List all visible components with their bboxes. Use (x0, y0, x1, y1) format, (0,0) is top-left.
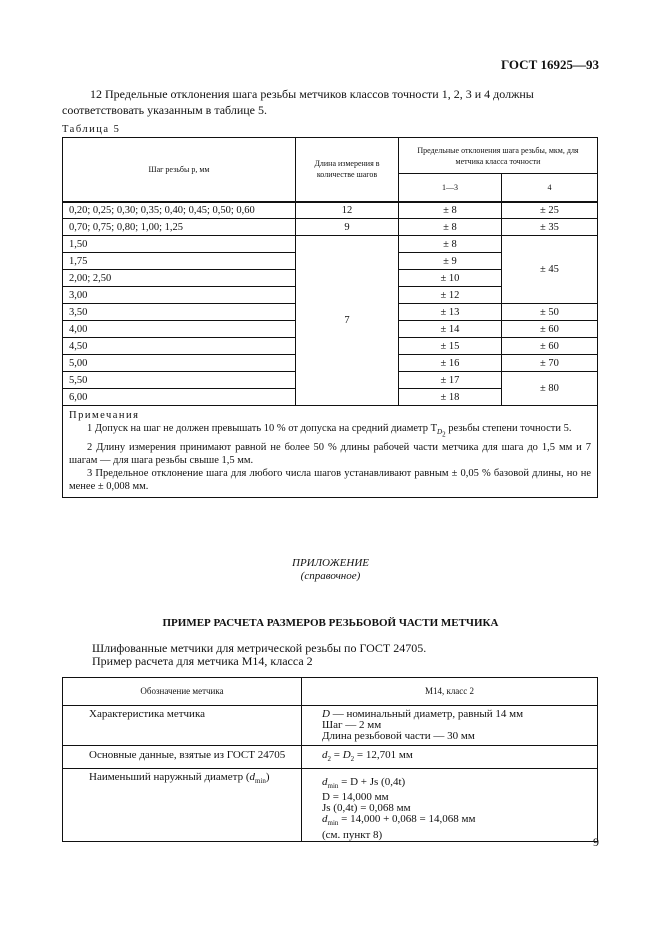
note-1: 1 Допуск на шаг не должен превышать 10 % от допуска на средний диаметр T (87, 423, 438, 434)
note-3: 3 Предельное отклонение шага для любого числа шагов устанавливают равным ± 0,05 % базовой длины, но не менее ± 0,008 мм. (69, 468, 591, 493)
cell-pitch: 6,00 (63, 389, 296, 406)
paragraph-12-line2: соответствовать указанным в таблице 5. (62, 103, 268, 117)
example-r3-label-end: ) (265, 771, 270, 784)
cell-class-4-merged: ± 45 (502, 236, 598, 304)
cell-class-1-3: ± 17 (399, 372, 502, 389)
example-col1-header: Обозначение метчика (63, 678, 302, 706)
example-r3-l2: D = 14,000 мм (322, 791, 389, 804)
cell-class-1-3: ± 15 (399, 338, 502, 355)
cell-class-1-3: ± 13 (399, 304, 502, 321)
cell-pitch: 2,00; 2,50 (63, 270, 296, 287)
example-r2-value: $d_2 = D_2 = 12,701$ мм (302, 746, 598, 769)
example-r3-l5: (см. пункт 8) (322, 828, 383, 841)
cell-class-4: ± 25 (502, 202, 598, 219)
header-class-1-3: 1—3 (399, 174, 502, 202)
cell-class-1-3: ± 8 (399, 219, 502, 236)
cell-pitch: 3,50 (63, 304, 296, 321)
cell-class-4: ± 50 (502, 304, 598, 321)
cell-class-1-3: ± 18 (399, 389, 502, 406)
notes-row (63, 406, 598, 498)
cell-class-1-3: ± 8 (399, 236, 502, 253)
header-deviation: Предельные отклонения шага резьбы, мкм, для метчика класса точности (399, 138, 598, 174)
cell-length-merged: 7 (296, 236, 399, 406)
appendix-intro-2: Пример расчета для метчика М14, класса 2 (92, 654, 313, 668)
example-table (62, 677, 598, 842)
cell-pitch: 4,00 (63, 321, 296, 338)
example-r1-l1: — номинальный диаметр, равный 14 мм (329, 708, 524, 720)
example-r3-l4: = 14,000 + 0,068 = 14,068 мм (341, 813, 476, 826)
example-r1-l3: Длина резьбовой части — 30 мм (322, 730, 475, 742)
cell-class-4: ± 70 (502, 355, 598, 372)
appendix-label: ПРИЛОЖЕНИЕ (292, 557, 369, 569)
paragraph-12 (62, 86, 598, 118)
cell-class-1-3: ± 8 (399, 202, 502, 219)
appendix-intro-1: Шлифованные метчики для метрической резьбы по ГОСТ 24705. (92, 641, 427, 655)
example-col2-header: М14, класс 2 (302, 678, 598, 706)
example-r2-label: Основные данные, взятые из ГОСТ 24705 (63, 746, 302, 769)
document-header: ГОСТ 16925—93 (500, 57, 599, 72)
table-5 (62, 137, 598, 498)
cell-class-1-3: ± 14 (399, 321, 502, 338)
example-r3-label-sym: d (249, 771, 256, 784)
cell-class-1-3: ± 12 (399, 287, 502, 304)
table-row (63, 236, 598, 253)
cell-class-1-3: ± 16 (399, 355, 502, 372)
table-row (63, 746, 598, 769)
cell-pitch: 3,00 (63, 287, 296, 304)
cell-pitch: 5,00 (63, 355, 296, 372)
cell-pitch: 0,70; 0,75; 0,80; 1,00; 1,25 (63, 219, 296, 236)
table-row (63, 219, 598, 236)
example-r3-l1: = D + Js (0,4t) (341, 776, 406, 789)
example-r2-text: = 12,701 мм (356, 749, 413, 761)
header-class-4: 4 (502, 174, 598, 202)
cell-class-4: ± 60 (502, 338, 598, 355)
cell-class-1-3: ± 9 (399, 253, 502, 270)
table-notes (63, 406, 598, 498)
table5-caption: Таблица 5 (62, 124, 121, 135)
example-r1-value (302, 706, 598, 746)
cell-pitch: 1,50 (63, 236, 296, 253)
example-r1-label: Характеристика метчика (63, 706, 302, 746)
cell-class-1-3: ± 10 (399, 270, 502, 287)
appendix-sublabel: (справочное) (300, 570, 361, 582)
table-row (63, 769, 598, 841)
cell-pitch: 1,75 (63, 253, 296, 270)
note-1-end: резьбы степени точности 5. (445, 423, 572, 434)
example-r3-label-text: Наименьший наружный диаметр ( (89, 771, 250, 784)
table-row (63, 706, 598, 746)
header-length: Длина измерения в количестве шагов (296, 138, 399, 202)
appendix-title: ПРИМЕР РАСЧЕТА РАЗМЕРОВ РЕЗЬБОВОЙ ЧАСТИ МЕТЧИКА (162, 617, 499, 629)
cell-length: 9 (296, 219, 399, 236)
cell-pitch: 5,50 (63, 372, 296, 389)
cell-length: 12 (296, 202, 399, 219)
example-r3-label (63, 769, 302, 841)
cell-class-4: ± 35 (502, 219, 598, 236)
note-1-sub: D (437, 428, 443, 437)
header-pitch: Шаг резьбы p, мм (63, 138, 296, 202)
paragraph-12-line1: 12 Предельные отклонения шага резьбы метчиков классов точности 1, 2, 3 и 4 должны (90, 87, 534, 101)
table-row (63, 202, 598, 219)
example-r1-var: D (322, 708, 330, 720)
example-r3-l3: Js (0,4t) = 0,068 мм (322, 802, 411, 815)
cell-class-4: ± 60 (502, 321, 598, 338)
example-r1-l2: Шаг — 2 мм (322, 719, 382, 731)
note-1-subsub: 2 (442, 430, 446, 439)
cell-pitch: 0,20; 0,25; 0,30; 0,35; 0,40; 0,45; 0,50; 0,60 (63, 202, 296, 219)
cell-class-4-merged: ± 80 (502, 372, 598, 406)
page-number: 9 (593, 835, 599, 849)
note-2: 2 Длину измерения принимают равной не более 50 % длины рабочей части метчика для шага до 1,5 мм и 7 шагам — для шага резьбы свыше 1,5 мм. (69, 442, 591, 467)
example-r3-label-sub: min (255, 777, 266, 786)
notes-title: Примечания (69, 410, 140, 421)
example-r3-value: $d_{min} = D + Js$ (0,4t) D = 14,000 мм Js (0,4t) = 0,068 мм $d_{min} = 14,000 + 0,068 = 14,068$ мм (см. пункт 8) (302, 769, 598, 841)
cell-pitch: 4,50 (63, 338, 296, 355)
